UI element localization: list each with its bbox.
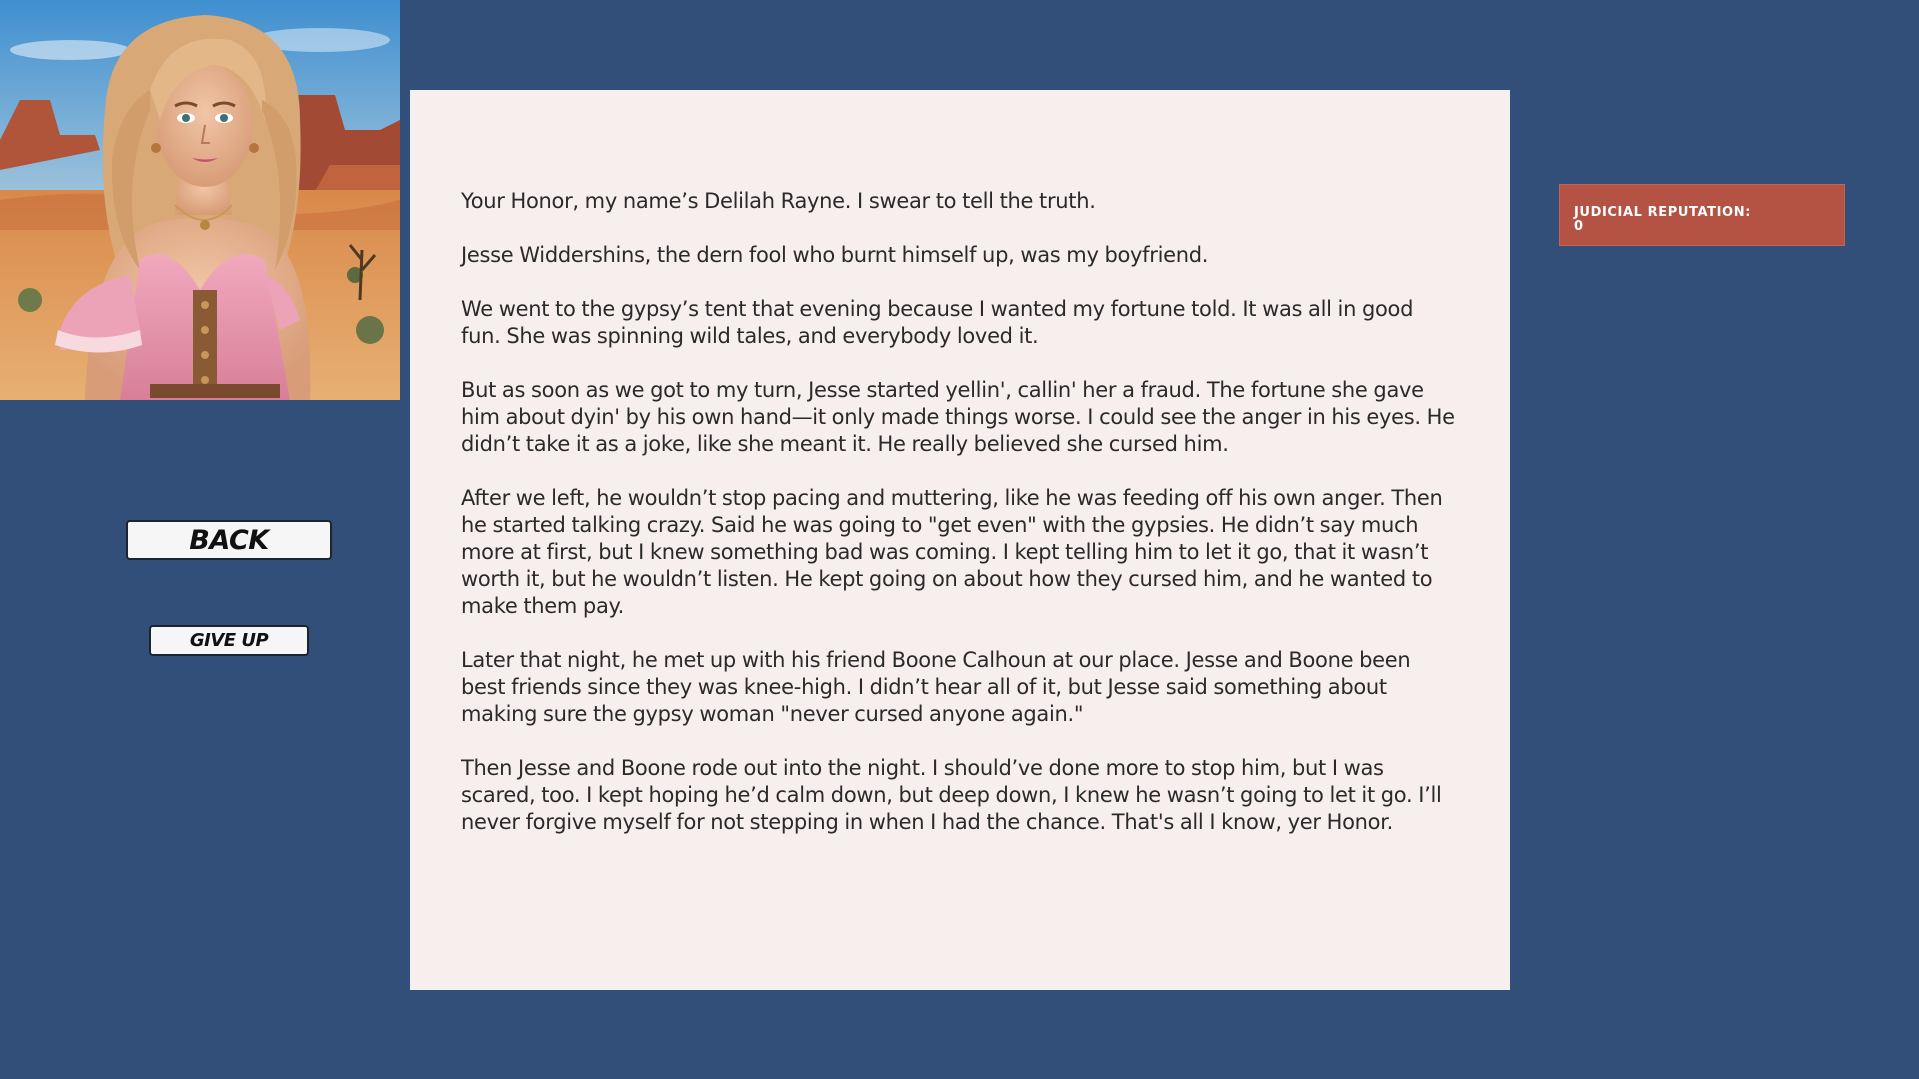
character-portrait: [0, 0, 400, 400]
testimony-paragraph: Then Jesse and Boone rode out into the night. I should’ve done more to stop him, but I was scared, too. I kept hoping he’d calm down, but deep down, I knew he wasn’t going to let it go. I’ll never forgive myself for not stepping in when I had the chance. That's all I know, yer Honor.: [461, 756, 1442, 834]
judicial-reputation-badge: [1559, 184, 1845, 246]
testimony-paragraph: We went to the gypsy’s tent that evening because I wanted my fortune told. It was all in good fun. She was spinning wild tales, and everybody loved it.: [461, 297, 1414, 348]
testimony-paragraph: But as soon as we got to my turn, Jesse started yellin', callin' her a fraud. The fortune she gave him about dyin' by his own hand—it only made things worse. I could see the anger in his eyes. He didn’t take it as a joke, like she meant it. He really believed she cursed him.: [461, 378, 1455, 456]
give-up-button[interactable]: GIVE UP: [149, 625, 309, 656]
testimony-panel: [410, 90, 1510, 990]
testimony-paragraph: Later that night, he met up with his friend Boone Calhoun at our place. Jesse and Boone been best friends since they was knee-high. I didn’t hear all of it, but Jesse said something about making sure the gypsy woman "never cursed anyone again.": [461, 648, 1411, 726]
judicial-reputation-label: JUDICIAL REPUTATION:: [1574, 205, 1751, 220]
back-button[interactable]: BACK: [126, 520, 332, 560]
character-portrait-image: [0, 0, 400, 400]
judicial-reputation-value: 0: [1574, 219, 1584, 234]
testimony-paragraph: After we left, he wouldn’t stop pacing and muttering, like he was feeding off his own anger. Then he started talking crazy. Said he was going to "get even" with the gypsies. He didn’t say much more at first, but I knew something bad was coming. I kept telling him to let it go, that it wasn’t worth it, but he wouldn’t listen. He kept going on about how they cursed him, and he wanted to make them pay.: [461, 486, 1443, 618]
testimony-paragraph: Jesse Widdershins, the dern fool who burnt himself up, was my boyfriend.: [461, 243, 1209, 267]
testimony-paragraph: Your Honor, my name’s Delilah Rayne. I swear to tell the truth.: [461, 189, 1096, 213]
